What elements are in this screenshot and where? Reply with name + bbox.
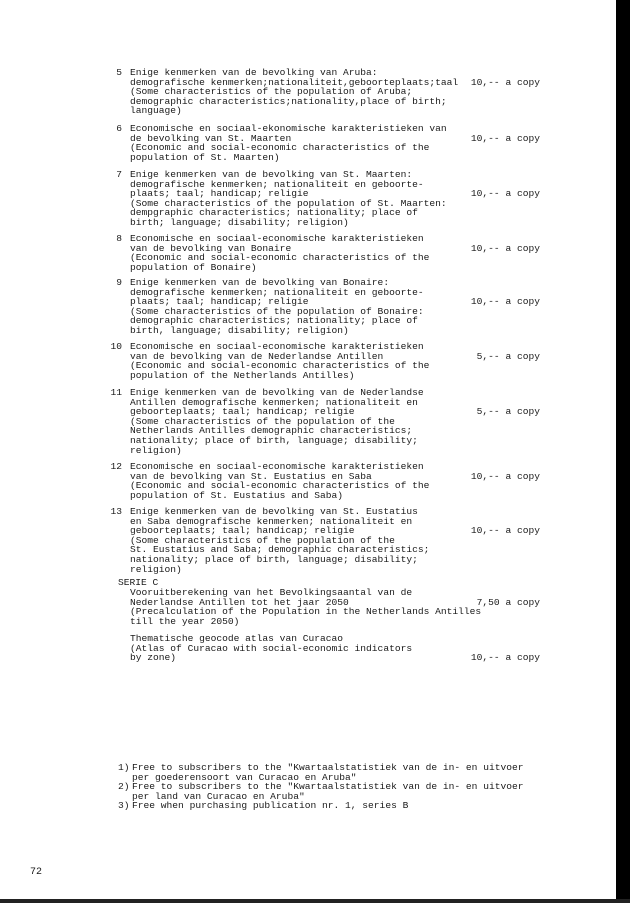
entry-line: birth; language; disability; religion) [130, 216, 349, 228]
entry-line: religion) [130, 444, 182, 456]
entry-price: 10,-- a copy [470, 525, 540, 537]
entry-line: dempgraphic characteristics; nationality; place of [130, 207, 418, 219]
entry-number: 7 [116, 169, 122, 180]
entry-line: Antillen demografische kenmerken; nationaliteit en [130, 396, 418, 408]
entry-description [130, 462, 475, 500]
entry-line: geboorteplaats; taal; handicap; religie [130, 525, 355, 537]
entry-line: Economische en sociaal-economische karakteristieken [130, 341, 424, 352]
entry-line: plaats; taal; handicap; religie [130, 188, 309, 200]
entry-price: 5,-- a copy [476, 406, 540, 418]
entry-line: population of St. Eustatius and Saba) [130, 489, 344, 501]
entry-line: (Some characteristics of the population of the [130, 415, 395, 427]
entry-number: 6 [116, 123, 122, 134]
entry-line: St. Eustatius and Saba; demographic characteristics; [130, 544, 430, 556]
footnote-marker: 2) [118, 781, 130, 793]
entry-line: religion) [130, 563, 182, 575]
entry-line: en Saba demografische kenmerken; nationaliteit en [130, 515, 413, 527]
entry-line: (Some characteristics of the population of St. Maarten: [130, 197, 447, 209]
footnote-line: Free to subscribers to the "Kwartaalstatistiek van de in- en uitvoer [132, 781, 524, 793]
entry-line: population of Bonaire) [130, 261, 257, 273]
entry-line: population of St. Maarten) [130, 151, 280, 163]
entry-line: demografische kenmerken;nationaliteit,geboorteplaats;taal [130, 76, 459, 88]
entry-price: 10,-- a copy [470, 652, 540, 664]
entry-line: van de bevolking van St. Eustatius en Saba [130, 470, 372, 482]
entry-number: 9 [116, 277, 122, 288]
footnote-line: Free when purchasing publication nr. 1, series B [132, 800, 409, 812]
entry-line: Thematische geocode atlas van Curacao [130, 633, 344, 644]
scan-edge-right [616, 0, 630, 903]
entry-line: (Some characteristics of the population of Aruba; [130, 86, 413, 98]
entry-number: 8 [116, 233, 122, 244]
footnote-line: per goederensoort van Curacao en Aruba" [132, 771, 357, 783]
entry-description [130, 170, 475, 228]
entry-line: demografische kenmerken; nationaliteit en geboorte- [130, 286, 424, 298]
entry-number: 13 [110, 506, 122, 517]
entry-line: till the year 2050) [130, 615, 240, 627]
scan-edge-bottom [0, 899, 630, 903]
serie-c-heading: SERIE C [118, 577, 159, 588]
entry-line: van de bevolking van de Nederlandse Antillen [130, 350, 384, 362]
entry-number: 5 [116, 67, 122, 78]
entry-line: (Economic and social-economic characteristics of the [130, 360, 430, 372]
entry-line: (Atlas of Curacao with social-economic indicators [130, 642, 413, 654]
entry-description [130, 634, 475, 663]
footnotes [118, 763, 558, 811]
entry-line: demographic characteristics;nationality,place of birth; [130, 95, 447, 107]
entry-price: 10,-- a copy [470, 188, 540, 200]
entry-line: language) [130, 105, 182, 117]
entry-line: (Economic and social-economic characteristics of the [130, 480, 430, 492]
entry-line: nationality; place of birth, language; disability; [130, 553, 418, 565]
entry-price: 10,-- a copy [470, 242, 540, 254]
entry-number: 10 [110, 341, 122, 352]
entry-price: 10,-- a copy [470, 132, 540, 144]
footnote-line: per land van Curacao en Aruba" [132, 790, 305, 802]
entry-number: 12 [110, 461, 122, 472]
entry-line: population of the Netherlands Antilles) [130, 369, 355, 381]
entry-line: Economische en sociaal-ekonomische karakteristieken van [130, 123, 447, 134]
entry-description [130, 278, 475, 336]
entry-line: nationality; place of birth, language; disability; [130, 434, 418, 446]
entry-line: Vooruitberekening van het Bevolkingsaantal van de [130, 587, 413, 598]
entry-description [130, 124, 475, 162]
entry-number: 11 [110, 387, 122, 398]
entry-line: geboorteplaats; taal; handicap; religie [130, 406, 355, 418]
entry-line: (Economic and social-economic characteristics of the [130, 142, 430, 154]
entry-description [130, 388, 475, 455]
entry-line: birth, language; disability; religion) [130, 324, 349, 336]
entry-line: (Precalculation of the Population in the Netherlands Antilles [130, 606, 482, 618]
entry-line: by zone) [130, 652, 177, 664]
entry-price: 5,-- a copy [476, 350, 540, 362]
entry-line: Netherlands Antilles demographic characteristics; [130, 425, 413, 437]
page-number: 72 [30, 867, 43, 878]
entry-description [130, 507, 475, 574]
entry-description [130, 68, 475, 116]
entry-line: Enige kenmerken van de bevolking van St. Maarten: [130, 169, 413, 180]
footnote-line: Free to subscribers to the "Kwartaalstatistiek van de in- en uitvoer [132, 762, 524, 773]
entry-line: Enige kenmerken van de bevolking van St. Eustatius [130, 506, 418, 517]
footnote-2 [118, 782, 558, 801]
entry-description [130, 342, 475, 380]
entry-price: 10,-- a copy [470, 470, 540, 482]
entry-line: van de bevolking van Bonaire [130, 242, 292, 254]
entry-line: Enige kenmerken van de bevolking van Bonaire: [130, 277, 390, 288]
entry-line: plaats; taal; handicap; religie [130, 296, 309, 308]
entry-line: demographic characteristics; nationality; place of [130, 315, 418, 327]
entry-price: 7,50 a copy [476, 596, 540, 608]
footnote-marker: 1) [118, 762, 130, 773]
footnote-marker: 3) [118, 800, 130, 812]
footnote-1 [118, 763, 558, 782]
entry-line: demografische kenmerken; nationaliteit en geboorte- [130, 178, 424, 190]
entry-line: Enige kenmerken van de bevolking van de Nederlandse [130, 387, 424, 398]
footnote-3 [118, 801, 558, 811]
entry-line: (Some characteristics of the population of the [130, 534, 395, 546]
entry-line: Nederlandse Antillen tot het jaar 2050 [130, 596, 349, 608]
entry-line: Economische en sociaal-economische karakteristieken [130, 233, 424, 244]
entry-line: (Some characteristics of the population of Bonaire: [130, 305, 424, 317]
entry-description [130, 234, 475, 272]
entry-line: Enige kenmerken van de bevolking van Aruba: [130, 67, 378, 78]
entry-line: (Economic and social-economic characteristics of the [130, 252, 430, 264]
entry-line: Economische en sociaal-economische karakteristieken [130, 461, 424, 472]
entry-description [130, 587, 482, 627]
entry-line: de bevolking van St. Maarten [130, 132, 292, 144]
entry-price: 10,-- a copy [470, 76, 540, 88]
entry-price: 10,-- a copy [470, 296, 540, 308]
